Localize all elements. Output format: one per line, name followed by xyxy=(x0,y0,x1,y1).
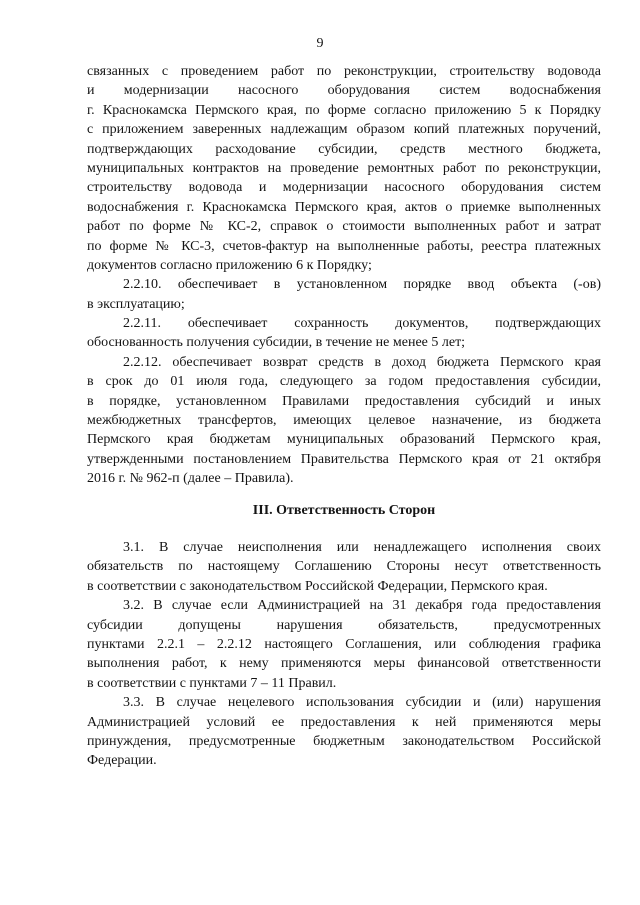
text-line: обоснованность получения субсидии, в течение не менее 5 лет; xyxy=(87,335,466,351)
text-line: обязательств по настоящему Соглашению Стороны несут ответственность xyxy=(87,559,601,575)
text-line: 2.2.12. обеспечивает возврат средств в доход бюджета Пермского края xyxy=(123,354,601,370)
text-line: выполнения работ, к нему применяются меры финансовой ответственности xyxy=(87,656,601,672)
text-line: пунктами 2.2.1 – 2.2.12 настоящего Соглашения, или соблюдения графика xyxy=(87,636,601,652)
text-line: подтверждающих расходование субсидии, средств местного бюджета, xyxy=(87,141,601,157)
text-line: утвержденными постановлением Правительства Пермского края от 21 октября xyxy=(87,451,601,467)
text-line: 2.2.10. обеспечивает в установленном порядке ввод объекта (-ов) xyxy=(123,277,601,293)
text-line: Пермского края бюджетам муниципальных образований Пермского края, xyxy=(87,432,601,448)
text-line: в эксплуатацию; xyxy=(87,296,185,312)
text-line: субсидии допущены нарушения обязательств, предусмотренных xyxy=(87,617,601,633)
text-line: связанных с проведением работ по реконструкции, строительству водовода xyxy=(87,64,601,79)
text-line: межбюджетных трансфертов, имеющих целевое назначение, из бюджета xyxy=(87,413,601,429)
text-line: Федерации. xyxy=(87,753,157,769)
text-line: 3.1. В случае неисполнения или ненадлежащего исполнения своих xyxy=(123,539,601,555)
text-line: 3.3. В случае нецелевого использования субсидии и (или) нарушения xyxy=(123,695,601,711)
text-line: 3.2. В случае если Администрацией на 31 декабря года предоставления xyxy=(123,598,601,614)
paragraph-2-2-12 xyxy=(87,353,601,489)
text-line: работ по форме № КС-2, справок о стоимости выполненных работ и затрат xyxy=(87,219,601,235)
spacer xyxy=(87,520,601,538)
text-line: по форме № КС-3, счетов-фактур на выполненные работы, реестра платежных xyxy=(87,238,601,254)
paragraph-3-1 xyxy=(87,538,601,596)
paragraph-2-2-10 xyxy=(87,275,601,314)
text-line: и модернизации насосного оборудования систем водоснабжения xyxy=(87,83,601,99)
text-line: г. Краснокамска Пермского края, по форме согласно приложению 5 к Порядку xyxy=(87,102,601,118)
text-line: 2.2.11. обеспечивает сохранность документов, подтверждающих xyxy=(123,316,601,332)
page-number: 9 xyxy=(316,36,324,51)
text-line: с приложением заверенных надлежащим образом копий платежных поручений, xyxy=(87,122,601,138)
text-line: в соответствии с законодательством Российской Федерации, Пермского края. xyxy=(87,578,548,594)
paragraph-3-3 xyxy=(87,693,601,771)
spacer xyxy=(87,489,601,501)
text-line: в порядке, установленном Правилами предоставления субсидий и иных xyxy=(87,393,601,409)
text-line: документов согласно приложению 6 к Порядку; xyxy=(87,257,372,273)
section-heading: III. Ответственность Сторон xyxy=(252,502,436,518)
text-line: водоснабжения г. Краснокамска Пермского края, актов о приемке выполненных xyxy=(87,199,601,215)
text-line: в срок до 01 июля года, следующего за годом предоставления субсидии, xyxy=(87,374,601,390)
text-line: принуждения, предусмотренные бюджетным законодательством Российской xyxy=(87,733,601,749)
text-line: в соответствии с пунктами 7 – 11 Правил. xyxy=(87,675,337,691)
text-line: строительству водовода и модернизации насосного оборудования систем xyxy=(87,180,601,196)
text-line: муниципальных контрактов на проведение ремонтных работ по реконструкции, xyxy=(87,160,601,176)
paragraph-intro-continuation xyxy=(87,62,601,275)
paragraph-2-2-11 xyxy=(87,314,601,353)
paragraph-3-2 xyxy=(87,596,601,693)
text-line: Администрацией условий ее предоставления к ней применяются меры xyxy=(87,714,601,730)
text-line: 2016 г. № 962-п (далее – Правила). xyxy=(87,471,294,487)
document-body xyxy=(87,62,601,771)
